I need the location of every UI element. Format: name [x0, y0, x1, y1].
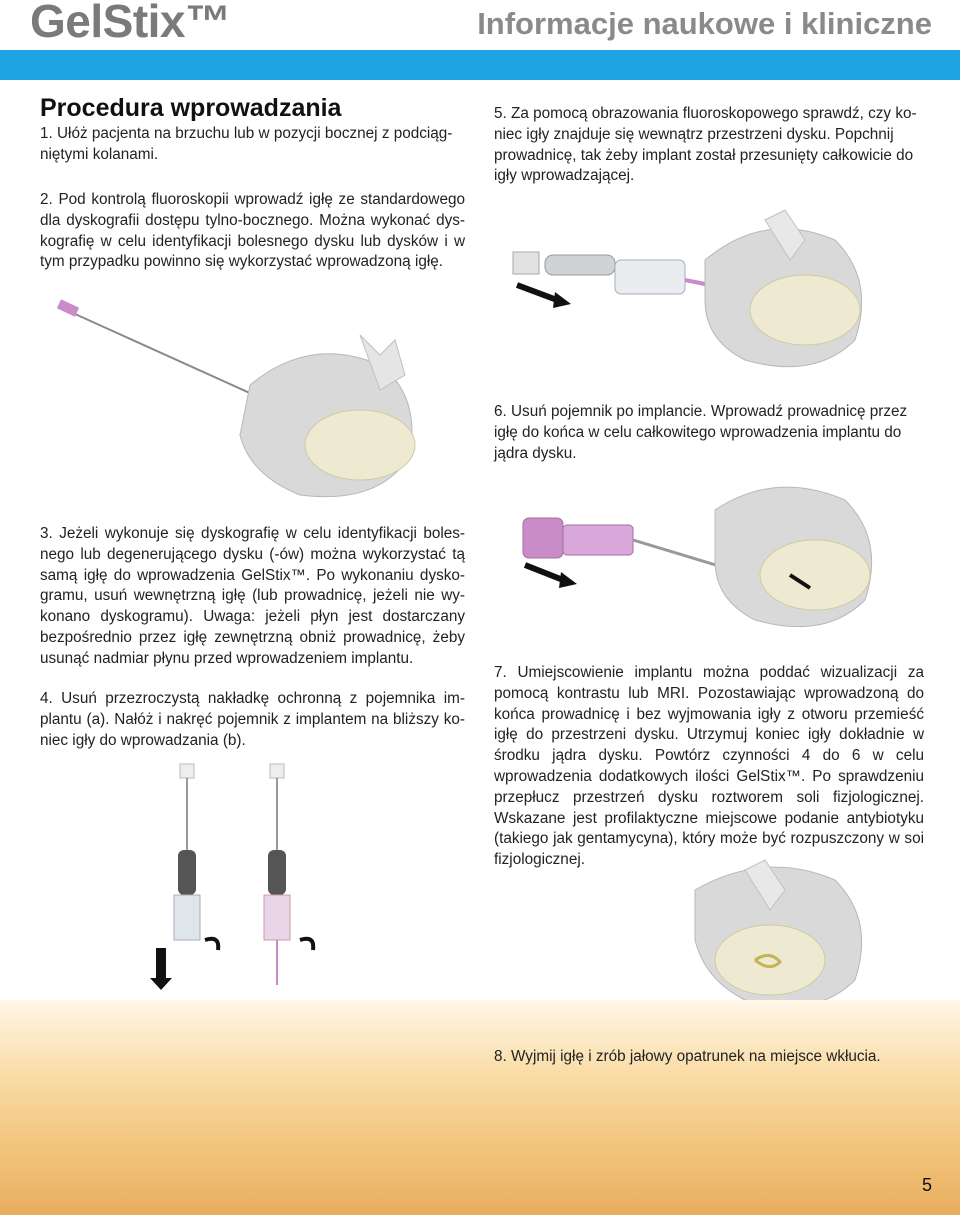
step-1 [40, 124, 465, 166]
step-6-text: 6. Usuń pojemnik po implancie. Wprowadź prowadnicę przez igłę do końca w celu całkowitego wprowadzenia implantu do jądra dysku. [494, 403, 908, 462]
brand-title: GelStix™ [30, 0, 231, 47]
pusher-illustration [505, 200, 885, 390]
step-7 [494, 663, 924, 871]
implant-container-illustration [150, 760, 340, 990]
page-header [0, 0, 960, 50]
accent-bar [0, 50, 960, 80]
step-5-text: 5. Za pomocą obrazowania fluoroskopowego sprawdź, czy ko-niec igły znajduje się wewnątrz przestrzeni dysku. Popchnij prowadnicę, tak żeby implant został przesunięty całkowicie do igły wprowadzającej. [494, 105, 917, 185]
section-title: Informacje naukowe i kliniczne [477, 6, 932, 41]
needle-insertion-illustration [515, 470, 895, 650]
step-3 [40, 524, 465, 670]
step-3-text: 3. Jeżeli wykonuje się dyskografię w celu identyfikacji boles-nego lub degenerującego dysku (-ów) można wykorzystać tą samą igłę do wprowadzenia GelStix™. Po wykonaniu dysko-gramu, usuń wewnętrzną igłę (lub prowadnicę, jeżeli nie wy-konano dyskogramu). Uwaga: jeżeli płyn jest dostarczany bezpośrednio przez igłę zewnętrzną obniż prowadnicę, żeby usunąć nadmiar płynu przed wprowadzeniem implantu. [40, 525, 465, 667]
step-7-text: 7. Umiejscowienie implantu można poddać wizualizacji za pomocą kontrastu lub MRI. Pozostawiając wprowadzoną do końca prowadnicę i bez wyjmowania igły z otworu przemieść igłę do przestrzeni dysku. Utrzymuj koniec igły dokładnie w środku jądra dysku. Powtórz czynności 4 do 6 w celu wprowadzenia dodatkowych ilości GelStix™. Po sprawdzeniu przepłucz przestrzeń dysku roztworem soli fizjologicznej. Wskazane jest profilaktyczne miejscowe podanie antybiotyku (takiego jak gentamycyna), który może być rozpuszczony w soi fizjologicznej. [494, 664, 924, 869]
step-8 [494, 1047, 924, 1068]
bottom-spine-background [0, 1000, 960, 1215]
page-title: Procedura wprowadzania [40, 94, 342, 122]
step-2-text: 2. Pod kontrolą fluoroskopii wprowadź igłę ze standardowego dla dyskografii dostępu tylno-bocznego. Można wykonać dys-kografię w celu identyfikacji bolesnego dysku lub dysków i w tym przypadku powinno się wykorzystać wprowadzoną igłę. [40, 191, 465, 271]
step-4 [40, 689, 465, 751]
vertebra-needle-illustration [50, 295, 470, 510]
step-8-text: 8. Wyjmij igłę i zrób jałowy opatrunek na miejsce wkłucia. [494, 1048, 881, 1065]
page-number: 5 [921, 1175, 932, 1195]
step-1-text: 1. Ułóż pacjenta na brzuchu lub w pozycji bocznej z podciąg-niętymi kolanami. [40, 125, 453, 163]
step-2 [40, 190, 465, 273]
step-4-text: 4. Usuń przezroczystą nakładkę ochronną z pojemnika im-plantu (a). Nałóż i nakręć pojemnik z implantem na bliższy ko-niec igły do wprowadzania (b). [40, 690, 465, 749]
step-5 [494, 104, 924, 187]
step-6 [494, 402, 924, 464]
